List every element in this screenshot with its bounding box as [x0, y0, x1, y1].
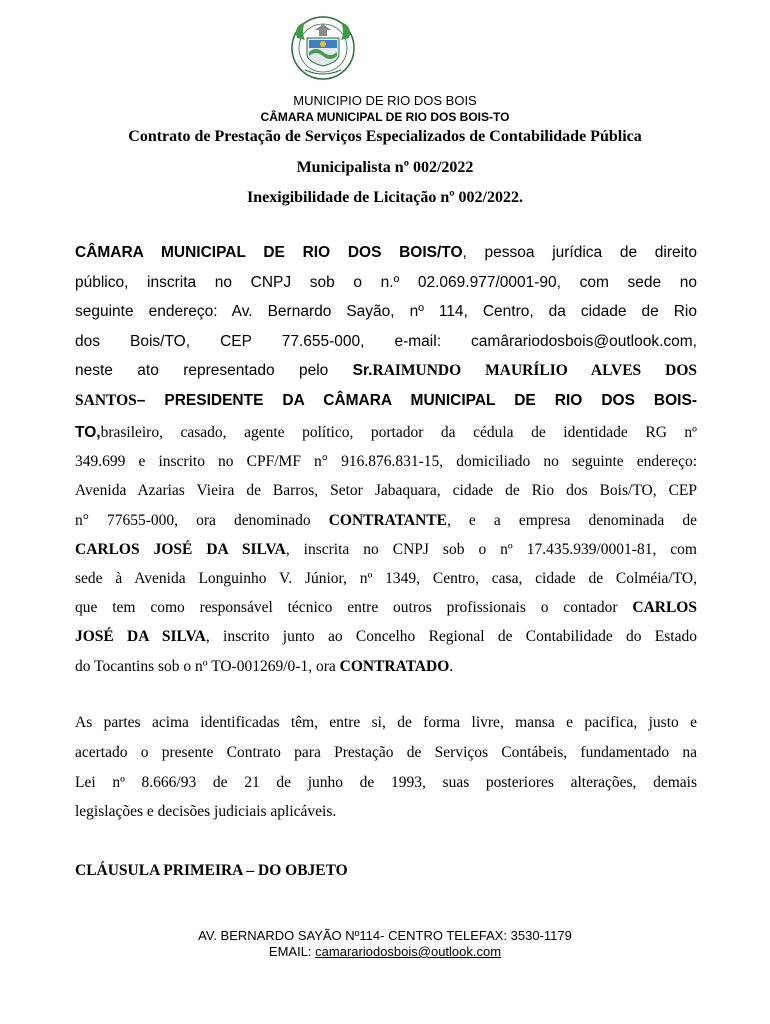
- clause-heading: CLÁUSULA PRIMEIRA – DO OBJETO: [75, 862, 348, 879]
- text-fragment: , inscrito junto ao Concelho Regional de Contabilidade do Estado: [205, 628, 697, 646]
- text-line: público, inscrita no CNPJ sob o n.º 02.069.977/0001-90, com sede no: [75, 273, 697, 291]
- contract-title: Contrato de Prestação de Serviços Especializados de Contabilidade Pública: [128, 128, 642, 145]
- municipal-seal-icon: [283, 8, 363, 88]
- accountant-name: JOSÉ DA SILVA: [75, 628, 206, 646]
- contractor-label: CONTRATANTE: [328, 511, 447, 529]
- text-fragment: .: [449, 657, 454, 675]
- text-fragment: Sr.: [352, 362, 373, 379]
- text-line: [75, 593, 697, 622]
- footer-address: AV. BERNARDO SAYÃO Nº114- CENTRO TELEFAX: 3530-1179: [198, 928, 572, 943]
- text-fragment: TO,: [75, 424, 101, 441]
- text-line: [75, 652, 697, 681]
- text-fragment: que tem como responsável técnico entre outros profissionais o contador: [75, 599, 633, 617]
- header-chamber: CÂMARA MUNICIPAL DE RIO DOS BOIS-TO: [260, 110, 510, 124]
- header-municipality: MUNICIPIO DE RIO DOS BOIS: [293, 93, 477, 108]
- text-line: acertado o presente Contrato para Prestação de Serviços Contábeis, fundamentado na: [75, 743, 697, 761]
- text-fragment: n° 77655-000, ora denominado: [75, 511, 329, 529]
- text-line: [75, 356, 697, 386]
- text-line: [75, 386, 697, 416]
- parties-paragraph-intro: [75, 238, 697, 415]
- email-link[interactable]: camarariodosbois@outlook.com: [315, 944, 502, 959]
- text-line: [75, 506, 697, 535]
- text-line: 349.699 e inscrito no CPF/MF n° 916.876.831-15, domiciliado no seguinte endereço:: [75, 453, 697, 471]
- contracted-label: CONTRATADO: [339, 657, 450, 675]
- text-line: [75, 238, 697, 268]
- text-fragment: , inscrita no CNPJ sob o nº 17.435.939/0001-81, com: [285, 540, 697, 558]
- text-fragment: brasileiro, casado, agente político, portador da cédula de identidade RG nº: [100, 424, 697, 441]
- text-fragment: , pessoa jurídica de direito: [462, 244, 698, 261]
- representative-role: – PRESIDENTE DA CÂMARA MUNICIPAL DE RIO DOS BOIS-: [136, 391, 697, 409]
- company-name: CARLOS JOSÉ DA SILVA: [75, 540, 286, 558]
- text-line: sede à Avenida Longuinho V. Júnior, nº 1349, Centro, casa, cidade de Colméia/TO,: [75, 569, 697, 587]
- text-line: dos Bois/TO, CEP 77.655-000, e-mail: camârariodosbois@outlook.com,: [75, 332, 697, 350]
- text-line: [75, 535, 697, 564]
- email-label: EMAIL:: [268, 944, 316, 959]
- contract-number: Municipalista nº 002/2022: [296, 159, 474, 176]
- text-fragment: , e a empresa denominada de: [446, 511, 698, 529]
- text-line: Avenida Azarias Vieira de Barros, Setor Jabaquara, cidade de Rio dos Bois/TO, CEP: [75, 482, 697, 500]
- text-line: [75, 418, 697, 447]
- text-line: As partes acima identificadas têm, entre si, de forma livre, mansa e pacifica, justo e: [75, 714, 697, 731]
- footer-email: [0, 944, 770, 960]
- agreement-paragraph: [75, 708, 697, 827]
- representative-surname: SANTOS: [75, 391, 137, 409]
- accountant-name: CARLOS: [632, 599, 697, 617]
- text-fragment: do Tocantins sob o nº TO-001269/0-1, ora: [75, 657, 340, 675]
- text-line: seguinte endereço: Av. Bernardo Sayão, nº 114, Centro, da cidade de Rio: [75, 303, 697, 320]
- text-line: legislações e decisões judiciais aplicáveis.: [75, 803, 337, 821]
- text-fragment: neste ato representado pelo: [75, 362, 353, 379]
- text-line: [75, 622, 697, 651]
- bidding-waiver-number: Inexigibilidade de Licitação nº 002/2022.: [247, 189, 523, 206]
- contracting-entity-name: CÂMARA MUNICIPAL DE RIO DOS BOIS/TO: [75, 244, 463, 261]
- representative-name: RAIMUNDO MAURÍLIO ALVES DOS: [372, 362, 697, 379]
- text-line: Lei nº 8.666/93 de 21 de junho de 1993, suas posteriores alterações, demais: [75, 773, 697, 791]
- parties-paragraph-body: [75, 418, 697, 681]
